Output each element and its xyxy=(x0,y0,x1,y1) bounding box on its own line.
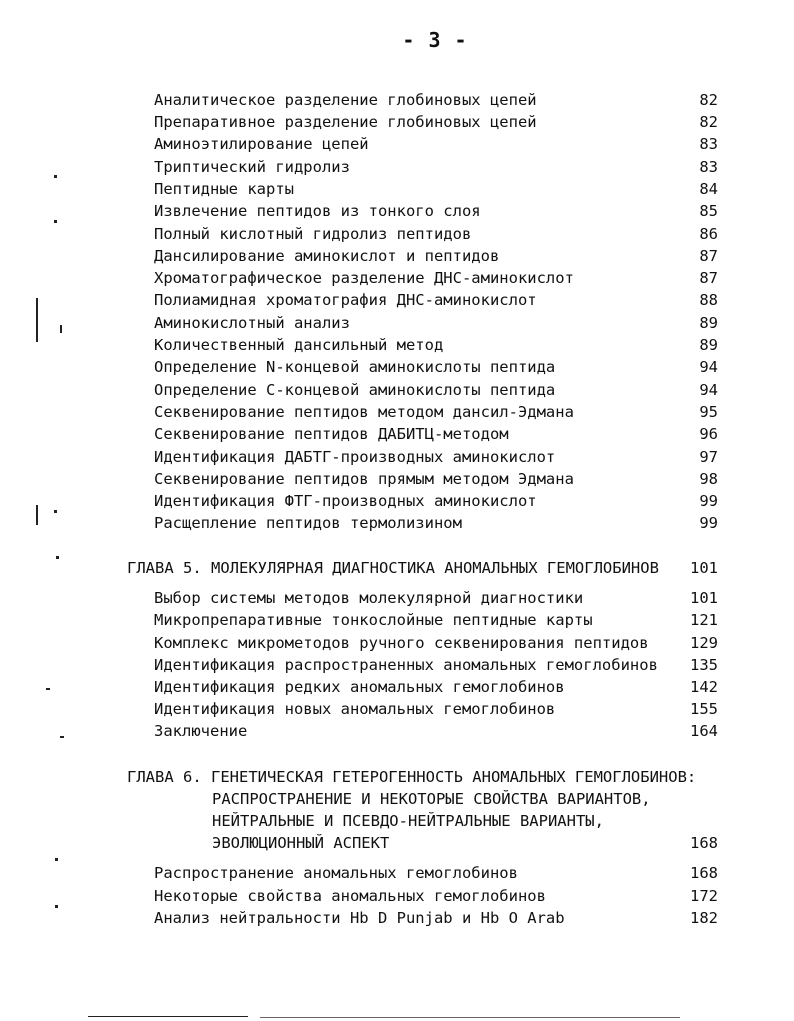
toc-entry-title: Некоторые свойства аномальных гемоглобинов xyxy=(154,887,546,905)
toc-entry-title: Пептидные карты xyxy=(154,180,294,198)
scan-dot xyxy=(54,175,57,178)
scan-dot xyxy=(60,736,64,738)
toc-entry-title: Дансилирование аминокислот и пептидов xyxy=(154,247,500,265)
toc-entry-page: 83 xyxy=(699,135,718,153)
scan-dot xyxy=(46,688,50,690)
toc-entry-page: 95 xyxy=(699,403,718,421)
chapter-title: ГЛАВА 6. ГЕНЕТИЧЕСКАЯ ГЕТЕРОГЕННОСТЬ АНОМАЛЬНЫХ ГЕМОГЛОБИНОВ: xyxy=(127,768,697,786)
toc-entry-title: Анализ нейтральности Hb D Punjab и Hb O Arab xyxy=(154,909,565,927)
toc-entry-page: 84 xyxy=(699,180,718,198)
toc-entry-title: Распространение аномальных гемоглобинов xyxy=(154,864,518,882)
toc-entry-title: Аминоэтилирование цепей xyxy=(154,135,369,153)
toc-entry-page: 155 xyxy=(690,700,718,718)
toc-entry-page: 129 xyxy=(690,634,718,652)
toc-entry-page: 97 xyxy=(699,448,718,466)
toc-entry-title: Аминокислотный анализ xyxy=(154,314,350,332)
toc-entry-title: Идентификация ФТГ-производных аминокислот xyxy=(154,492,537,510)
scan-dot xyxy=(54,510,57,513)
chapter-title-continued: ЭВОЛЮЦИОННЫЙ АСПЕКТ xyxy=(212,834,390,852)
scan-mark xyxy=(36,298,38,342)
toc-entry-page: 98 xyxy=(699,470,718,488)
page-number: - 3 - xyxy=(402,28,468,52)
toc-entry-page: 99 xyxy=(699,514,718,532)
scan-edge-line xyxy=(260,1017,680,1018)
toc-entry-page: 121 xyxy=(690,611,718,629)
chapter-title-continued: НЕЙТРАЛЬНЫЕ И ПСЕВДО-НЕЙТРАЛЬНЫЕ ВАРИАНТЫ, xyxy=(212,812,604,830)
toc-entry-title: Расщепление пептидов термолизином xyxy=(154,514,462,532)
toc-entry-title: Секвенирование пептидов ДАБИТЦ-методом xyxy=(154,425,509,443)
scan-dot xyxy=(55,905,58,908)
toc-entry-title: Комплекс микрометодов ручного секвенирования пептидов xyxy=(154,634,649,652)
toc-entry-title: Секвенирование пептидов методом дансил-Эдмана xyxy=(154,403,574,421)
toc-entry-title: Аналитическое разделение глобиновых цепей xyxy=(154,91,537,109)
toc-entry-page: 94 xyxy=(699,381,718,399)
toc-entry-title: Триптический гидролиз xyxy=(154,158,350,176)
toc-entry-title: Количественный дансильный метод xyxy=(154,336,444,354)
toc-entry-title: Полиамидная хроматография ДНС-аминокислот xyxy=(154,291,537,309)
toc-entry-page: 87 xyxy=(699,269,718,287)
toc-entry-page: 86 xyxy=(699,225,718,243)
toc-entry-page: 101 xyxy=(690,589,718,607)
toc-entry-page: 96 xyxy=(699,425,718,443)
scan-dot xyxy=(56,556,59,559)
scan-dot xyxy=(54,220,57,223)
toc-entry-title: Полный кислотный гидролиз пептидов xyxy=(154,225,472,243)
scan-edge-line xyxy=(88,1016,248,1017)
toc-entry-page: 99 xyxy=(699,492,718,510)
scan-dot xyxy=(55,858,58,861)
scan-dot xyxy=(60,325,62,333)
toc-entry-page: 85 xyxy=(699,202,718,220)
toc-entry-title: Секвенирование пептидов прямым методом Эдмана xyxy=(154,470,574,488)
toc-entry-page: 172 xyxy=(690,887,718,905)
toc-entry-title: Идентификация распространенных аномальных гемоглобинов xyxy=(154,656,658,674)
toc-entry-page: 89 xyxy=(699,314,718,332)
toc-entry-page: 135 xyxy=(690,656,718,674)
toc-entry-page: 82 xyxy=(699,91,718,109)
toc-entry-page: 164 xyxy=(690,722,718,740)
scan-mark xyxy=(36,505,38,525)
toc-entry-title: Хроматографическое разделение ДНС-аминокислот xyxy=(154,269,574,287)
toc-entry-title: Определение N-концевой аминокислоты пептида xyxy=(154,358,556,376)
chapter-title-continued: РАСПРОСТРАНЕНИЕ И НЕКОТОРЫЕ СВОЙСТВА ВАРИАНТОВ, xyxy=(212,790,651,808)
toc-entry-page: 182 xyxy=(690,909,718,927)
toc-entry-page: 94 xyxy=(699,358,718,376)
toc-entry-page: 83 xyxy=(699,158,718,176)
chapter-page: 168 xyxy=(690,834,718,852)
toc-entry-page: 142 xyxy=(690,678,718,696)
toc-entry-title: Микропрепаративные тонкослойные пептидные карты xyxy=(154,611,593,629)
toc-entry-page: 168 xyxy=(690,864,718,882)
toc-entry-page: 89 xyxy=(699,336,718,354)
toc-entry-page: 88 xyxy=(699,291,718,309)
toc-entry-page: 82 xyxy=(699,113,718,131)
toc-entry-title: Выбор системы методов молекулярной диагностики xyxy=(154,589,584,607)
toc-entry-title: Извлечение пептидов из тонкого слоя xyxy=(154,202,481,220)
toc-entry-title: Препаративное разделение глобиновых цепей xyxy=(154,113,537,131)
toc-entry-title: Заключение xyxy=(154,722,248,740)
chapter-title: ГЛАВА 5. МОЛЕКУЛЯРНАЯ ДИАГНОСТИКА АНОМАЛЬНЫХ ГЕМОГЛОБИНОВ xyxy=(127,559,659,577)
toc-entry-title: Идентификация новых аномальных гемоглобинов xyxy=(154,700,556,718)
toc-entry-title: Определение С-концевой аминокислоты пептида xyxy=(154,381,556,399)
toc-entry-page: 87 xyxy=(699,247,718,265)
toc-entry-title: Идентификация редких аномальных гемоглобинов xyxy=(154,678,565,696)
toc-entry-title: Идентификация ДАБТГ-производных аминокислот xyxy=(154,448,556,466)
chapter-page: 101 xyxy=(690,559,718,577)
